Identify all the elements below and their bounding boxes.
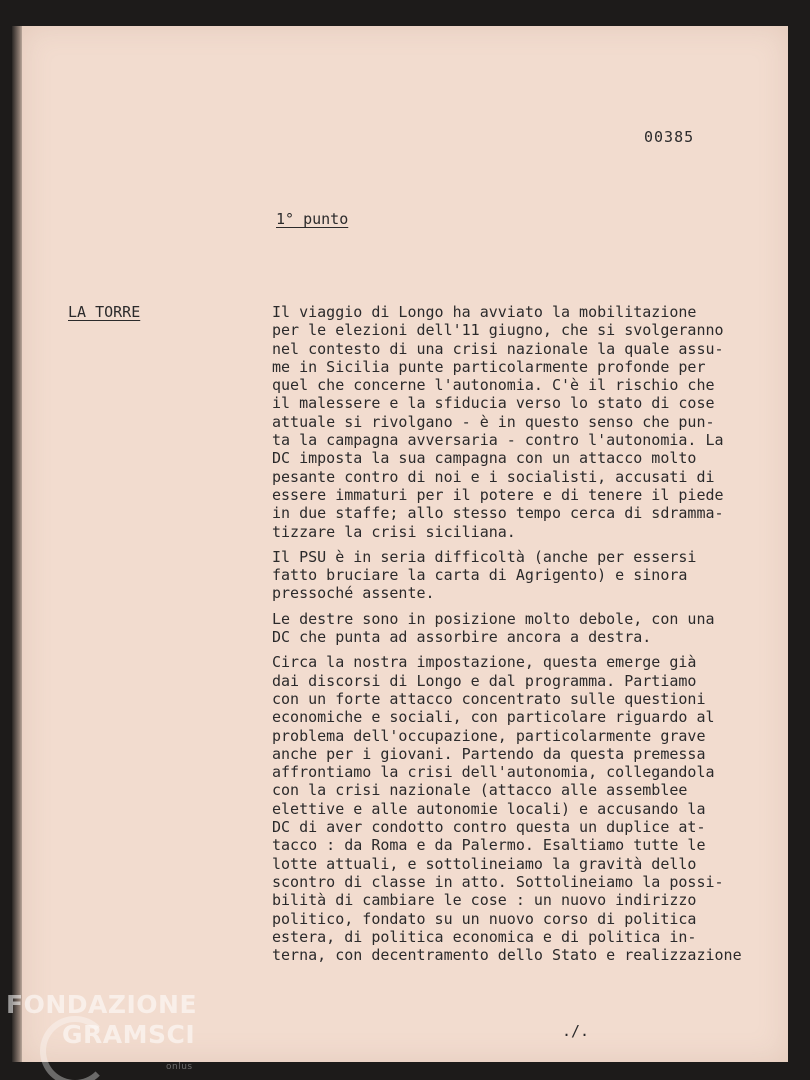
body-text — [272, 303, 772, 971]
paragraph-2 — [272, 548, 772, 603]
watermark-line-2: GRAMSCI — [62, 1020, 196, 1049]
paragraph-3 — [272, 610, 772, 647]
text-line: estera, di politica economica e di politica in- — [272, 927, 697, 946]
text-line: pesante contro di noi e i socialisti, accusati di — [272, 467, 715, 486]
text-line: DC imposta la sua campagna con un attacco molto — [272, 449, 697, 468]
text-line: attuale si rivolgano - è in questo senso che pun- — [272, 412, 715, 431]
text-line: elettive e alle autonomie locali) e accusando la — [272, 799, 706, 818]
paragraph-4 — [272, 653, 772, 964]
text-line: economiche e sociali, con particolare riguardo al — [272, 708, 715, 727]
text-line: il malessere e la sfiducia verso lo stato di cose — [272, 394, 715, 413]
text-line: essere immaturi per il potere e di tenere il piede — [272, 485, 724, 504]
watermark-sub: onlus — [166, 1062, 193, 1072]
text-line: DC di aver condotto contro questa un duplice at- — [272, 818, 706, 837]
text-line: fatto bruciare la carta di Agrigento) e sinora — [272, 566, 688, 585]
text-line: Il PSU è in seria difficoltà (anche per essersi — [272, 547, 697, 566]
continuation-mark: ./. — [562, 1022, 590, 1040]
text-line: me in Sicilia punte particolarmente profonde per — [272, 357, 706, 376]
text-line: tacco : da Roma e da Palermo. Esaltiamo tutte le — [272, 836, 706, 855]
watermark-line-1: FONDAZIONE — [6, 990, 198, 1019]
text-line: scontro di classe in atto. Sottolineiamo la possi- — [272, 872, 724, 891]
speaker-name: LA TORRE — [68, 303, 141, 321]
text-line: quel che concerne l'autonomia. C'è il rischio che — [272, 376, 715, 395]
text-line: tizzare la crisi siciliana. — [272, 522, 516, 541]
text-line: bilità di cambiare le cose : un nuovo indirizzo — [272, 891, 697, 910]
text-line: problema dell'occupazione, particolarmente grave — [272, 726, 706, 745]
text-line: politico, fondato su un nuovo corso di politica — [272, 909, 697, 928]
text-line: pressoché assente. — [272, 584, 435, 603]
text-line: affrontiamo la crisi dell'autonomia, collegandola — [272, 763, 715, 782]
text-line: dai discorsi di Longo e dal programma. Partiamo — [272, 671, 697, 690]
text-line: per le elezioni dell'11 giugno, che si svolgeranno — [272, 321, 724, 340]
text-line: con la crisi nazionale (attacco alle assemblee — [272, 781, 688, 800]
text-line: in due staffe; allo stesso tempo cerca di sdramma- — [272, 504, 724, 523]
archive-watermark-logo — [6, 990, 198, 1072]
text-line: terna, con decentramento dello Stato e realizzazione — [272, 946, 742, 965]
section-heading: 1° punto — [276, 210, 349, 228]
text-line: DC che punta ad assorbire ancora a destra. — [272, 628, 652, 647]
text-line: con un forte attacco concentrato sulle questioni — [272, 689, 706, 708]
text-line: Circa la nostra impostazione, questa emerge già — [272, 653, 697, 672]
text-line: nel contesto di una crisi nazionale la quale assu- — [272, 339, 724, 358]
text-line: ta la campagna avversaria - contro l'autonomia. La — [272, 431, 724, 450]
text-line: lotte attuali, e sottolineiamo la gravità dello — [272, 854, 697, 873]
document-number: 00385 — [644, 128, 695, 146]
text-line: Le destre sono in posizione molto debole, con una — [272, 609, 715, 628]
text-line: anche per i giovani. Partendo da questa premessa — [272, 744, 706, 763]
watermark-ring-icon — [40, 1016, 110, 1080]
text-line: Il viaggio di Longo ha avviato la mobilitazione — [272, 303, 697, 321]
paragraph-1 — [272, 303, 772, 541]
